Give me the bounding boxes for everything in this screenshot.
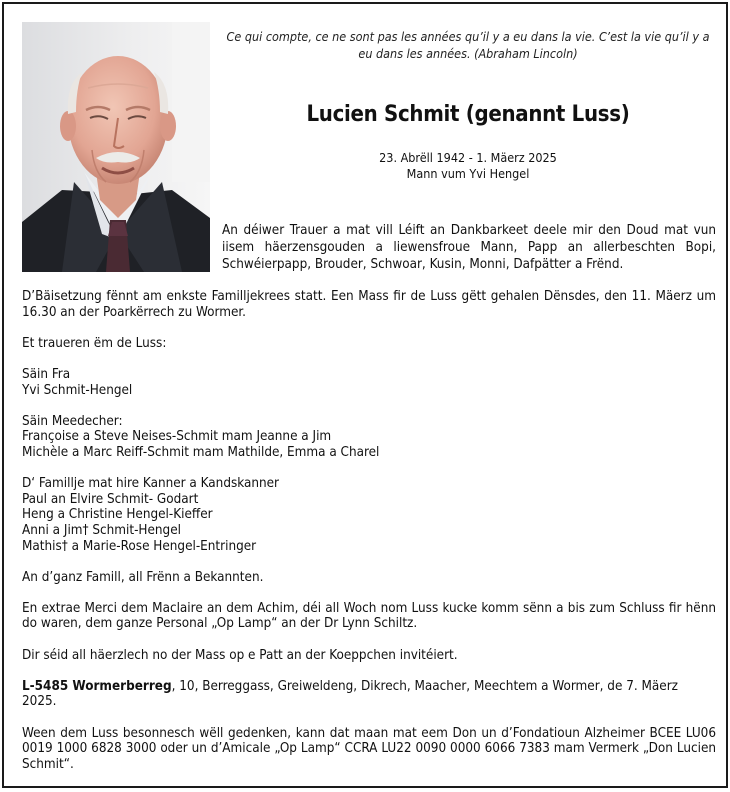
children-line: Françoise a Steve Neises-Schmit mam Jeanne a Jim: [22, 429, 332, 445]
notice-body: [22, 289, 716, 772]
family-line: Anni a Jim† Schmit-Hengel: [22, 522, 181, 538]
donation-paragraph: Ween dem Luss besonnesch wëll gedenken, kann dat maan mat eem Don un d’Fondatioun Alzheimer BCEE LU06 0019 1000 6828 3000 oder un d’Amicale „Op Lamp“ CCRA LU22 0090 0000 6066 7383 mam Vermerk „Don Lucien Schmit“.: [22, 725, 716, 772]
spouse-line: Mann vum Yvi Hengel: [406, 166, 530, 181]
children-block: [22, 414, 716, 461]
life-dates: 23. Abrëll 1942 - 1. Mäerz 2025: [379, 150, 557, 165]
address-rest: , 10, Berreggass, Greiweldeng, Dikrech, Maacher, Meechtem a Wormer, de 7. Mäerz 2025.: [22, 678, 678, 710]
wife-name: Yvi Schmit-Hengel: [22, 382, 133, 398]
intro-paragraph: An déiwer Trauer a mat vill Léift an Dankbarkeet deele mir den Doud mat vun iisem häerzensgouden a liewensfroue Mann, Papp an allerbeschten Bopi, Schwéierpapp, Brouder, Schwoar, Kusin, Monni, Dafpätter a Frënd.: [222, 223, 716, 272]
family-line: Mathis† a Marie-Rose Hengel-Entringer: [22, 538, 257, 554]
burial-paragraph: D’Bäisetzung fënnt am enkste Familljekrees statt. Een Mass fir de Luss gëtt gehalen Dënsdes, den 11. Mäerz um 16.30 an der Poarkërrech zu Wormer.: [22, 289, 716, 320]
address-postcode: L-5485 Wormerberreg: [22, 678, 172, 694]
family-block: [22, 476, 716, 554]
wife-block: [22, 367, 716, 398]
portrait-photo: [22, 22, 210, 272]
thanks-paragraph: En extrae Merci dem Maclaire an dem Achim, déi all Woch nom Luss kucke komm sënn a bis zum Schluss fir hënn do waren, dem ganze Personal „Op Lamp“ an der Dr Lynn Schiltz.: [22, 600, 716, 632]
quote: Ce qui compte, ce ne sont pas les années qu’il y a eu dans la vie. C’est la vie qu’il y a eu dans les années. (Abraham Lincoln): [226, 29, 710, 61]
obituary-notice: [2, 2, 728, 788]
mourners-heading: Et traueren ëm de Luss:: [22, 335, 167, 351]
wife-heading: Säin Fra: [22, 366, 71, 382]
deceased-name: Lucien Schmit (genannt Luss): [306, 102, 630, 127]
dates-block: [218, 150, 718, 182]
invitation-line: Dir séid all häerzlech no der Mass op e Patt an der Koeppchen invitéiert.: [22, 647, 458, 663]
family-line: Paul an Elvire Schmit- Godart: [22, 491, 199, 507]
children-line: Michèle a Marc Reiff-Schmit mam Mathilde, Emma a Charel: [22, 444, 380, 460]
family-heading: D‘ Famillje mat hire Kanner a Kandskanner: [22, 476, 280, 492]
friends-line: An d’ganz Famill, all Frënn a Bekannten.: [22, 569, 264, 585]
address-paragraph: [22, 679, 716, 710]
family-line: Heng a Christine Hengel-Kieffer: [22, 507, 213, 523]
children-heading: Säin Meedecher:: [22, 413, 123, 429]
